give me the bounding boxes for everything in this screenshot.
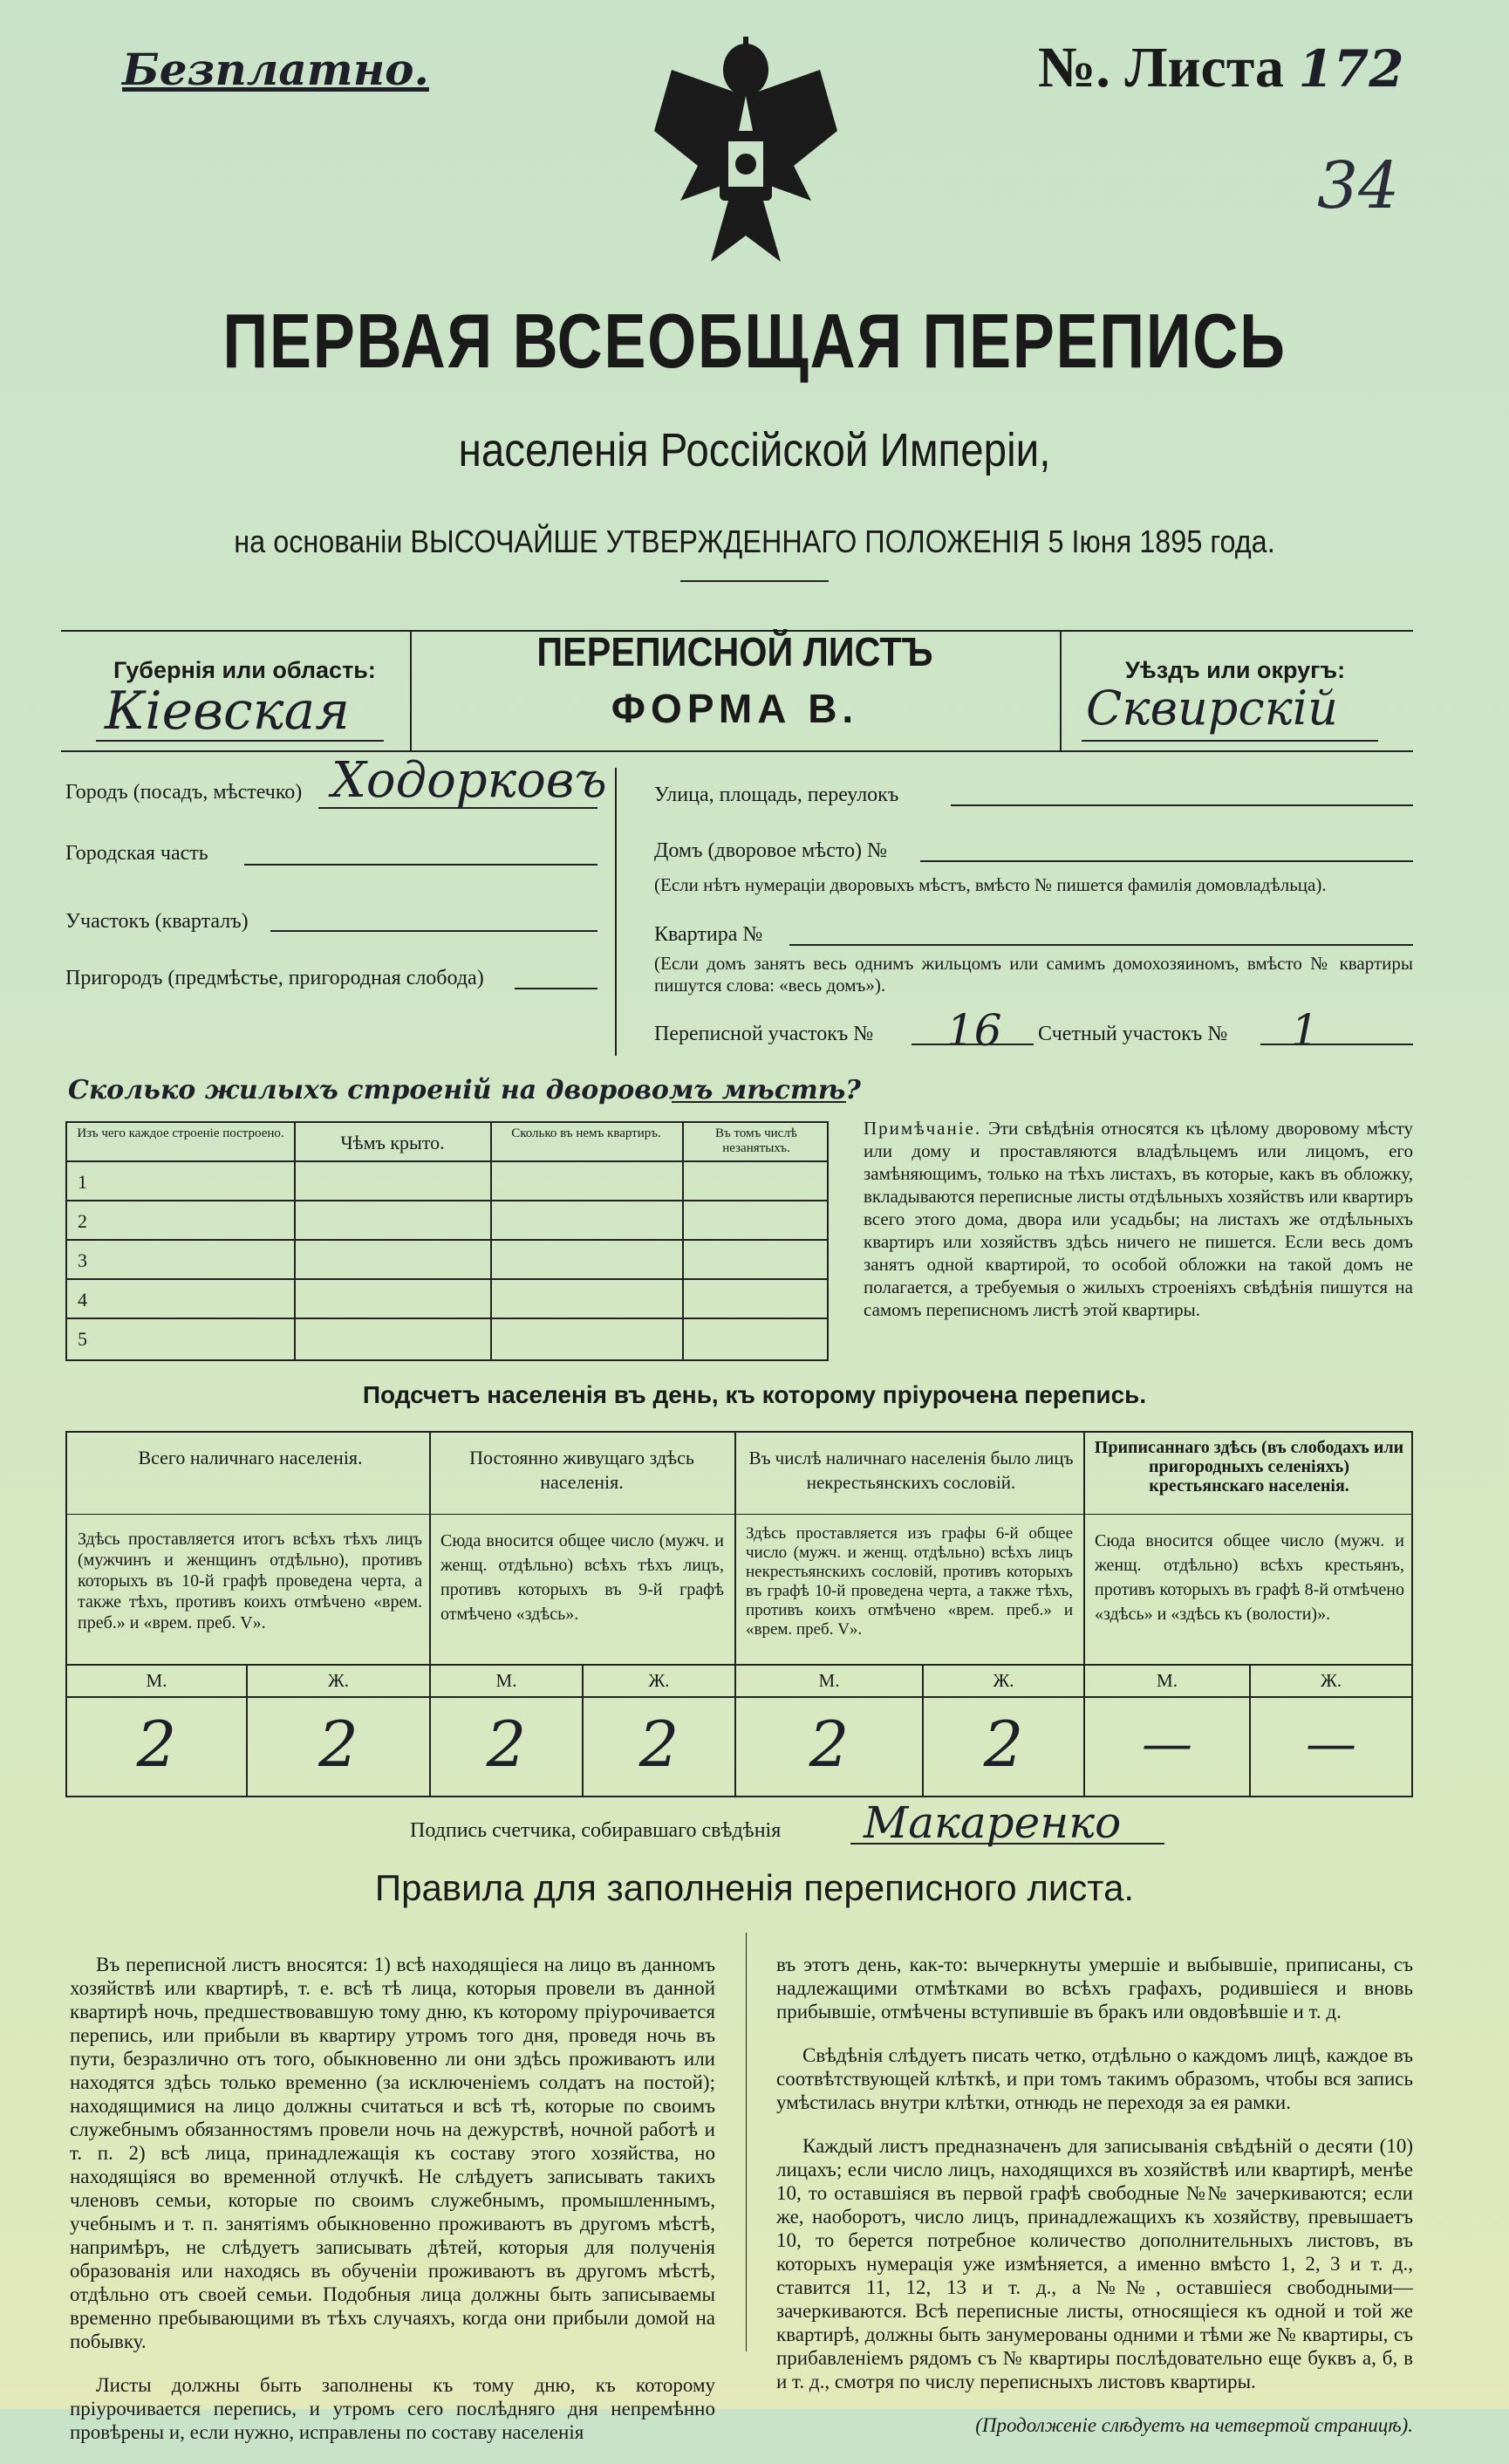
gubernia-value: Кіевская — [105, 681, 350, 742]
form-divider-right — [1060, 630, 1062, 752]
signature-value: Макаренко — [864, 1797, 1122, 1848]
count-col4-m-label: М. — [1157, 1670, 1178, 1691]
count-col1-head: Всего наличнаго населенія. — [138, 1447, 363, 1468]
district-underline — [270, 930, 597, 932]
count-col2-m-label: М. — [495, 1670, 517, 1691]
count-area-value: 1 — [1291, 1005, 1319, 1056]
count-col3-m-label: М. — [818, 1670, 840, 1691]
sheet-number-value: 172 — [1298, 39, 1404, 99]
buildings-row-3: 3 — [78, 1249, 87, 1271]
buildings-row-2: 2 — [78, 1210, 87, 1232]
gubernia-underline — [96, 740, 384, 742]
suburb-label: Пригородъ (предмѣстье, пригородная слобода) — [65, 967, 484, 989]
count-col1-body: Здѣсь проставляется итогъ всѣхъ тѣхъ лицъ (мужчинъ и женщинъ отдѣльно), противъ которыхъ въ 10-й графѣ проведена черта, а также тѣхъ, противъ коихъ отмѣчено «врем. преб.» и «врем. преб. V». — [78, 1530, 422, 1632]
free-label: Безплатно. — [122, 44, 429, 95]
count-area-underline — [1260, 1044, 1413, 1045]
sheet-number-label: №. Листа — [1038, 36, 1285, 99]
note-title: Примѣчаніе. — [864, 1118, 982, 1139]
note-text: Эти свѣдѣнія относятся къ цѣлому дворовому мѣсту или дому и проставляются владѣльцемъ или лицомъ, его замѣняющимъ, только на тѣхъ листахъ, въ которые, какъ въ обложку, вкладываются переписные листы отдѣльныхъ хозяйствъ или квартиръ всего этого дома, двора или усадьбы; на листахъ же отдѣльныхъ квартиръ или хозяйствъ здѣсь ничего не пишется. Если весь домъ занятъ одной квартирой, то особой обложки на такой домъ не полагается, а требуемыя о жилыхъ строеніяхъ свѣдѣнія пишутся на самомъ переписномъ листѣ этой квартиры. — [864, 1118, 1413, 1320]
buildings-header-material: Изъ чего каждое строеніе построено. — [77, 1126, 284, 1140]
apartment-underline — [789, 944, 1413, 946]
count-title: Подсчетъ населенія въ день, къ которому пріурочена перепись. — [362, 1381, 1147, 1408]
apartment-note: (Если домъ занятъ весь однимъ жильцомъ или самимъ домохозяиномъ, вмѣсто № квартиры пишутся слова: «весь домъ»). — [654, 953, 1413, 996]
census-area-value: 16 — [946, 1005, 1002, 1056]
count-col4-head: Приписаннаго здѣсь (въ слободахъ или пригородныхъ селеніяхъ) крестьянскаго населенія. — [1094, 1438, 1404, 1496]
count-col4-f-label: Ж. — [1320, 1670, 1342, 1691]
apartment-label: Квартира № — [654, 923, 763, 946]
buildings-question: Сколько жилыхъ строеній на дворовомъ мѣстѣ? — [68, 1075, 861, 1105]
census-area-label: Переписной участокъ № — [654, 1023, 874, 1045]
count-col4-body: Сюда вносится общее число (мужч. и женщ. отдѣльно) всѣхъ крестьянъ, противъ которыхъ въ графѣ 8-й отмѣчено «здѣсь» и «здѣсь къ (волости)». — [1095, 1531, 1404, 1624]
population-count-table — [65, 1431, 1413, 1797]
buildings-question-underline — [672, 1101, 846, 1103]
buildings-note — [864, 1117, 1413, 1321]
rules-left-para-1: Въ переписной листъ вносятся: 1) всѣ находящіеся на лицо въ данномъ хозяйствѣ или квартирѣ, т. е. всѣ тѣ лица, которыя провели въ данной квартирѣ ночь, предшествовавшую тому дню, къ которому пріурочивается перепись, или прибыли въ квартиру утромъ того дня, проведя ночь въ пути, безразлично отъ того, обыкновенно ли они здѣсь проживаютъ или находятся здѣсь только временно (за исключеніемъ солдатъ на постой); находящимися на лицо должны считаться и всѣ тѣ, которые по своимъ служебнымъ обязанностямъ провели ночь на дежурствѣ, ночной работѣ и т. п. 2) всѣ лица, принадлежащія къ составу этого хозяйства, но находящіяся во временной отлучкѣ. Не слѣдуетъ записывать такихъ членовъ семьи, которые по своимъ служебнымъ, промышленнымъ, учебнымъ и т. п. занятіямъ обыкновенно проживаютъ въ другомъ мѣстѣ, напримѣръ, не слѣдуетъ записывать дѣтей, которыя для полученія образованія или находясь въ обученіи проживаютъ въ другомъ мѣстѣ, отдѣльно отъ своей семьи. Подобныя лица должны быть записываемы временно пребывающими въ тѣхъ случаяхъ, когда они прибыли домой на побывку. — [70, 1954, 715, 2352]
census-basis: на основаніи ВЫСОЧАЙШЕ УТВЕРЖДЕННАГО ПОЛОЖЕНІЯ 5 Іюня 1895 года. — [234, 524, 1275, 559]
rules-title: Правила для заполненія переписного листа. — [374, 1867, 1135, 1908]
rules-right-para-1: въ этотъ день, как-то: вычеркнуты умершіе и выбывшіе, приписаны, съ надлежащими отмѣтками во всѣхъ графахъ, родившіеся и вновь прибывшіе, отмѣчены вступившіе въ бракъ или овдовѣвшіе и т. д. — [776, 1954, 1413, 2023]
rules-left-para-2: Листы должны быть заполнены къ тому дню, къ которому пріурочивается перепись, и утромъ сего послѣдняго дня непремѣнно провѣрены и, если нужно, исправлены по составу населенія — [70, 2374, 715, 2443]
count-col3-f-value: 2 — [983, 1708, 1024, 1781]
street-underline — [951, 804, 1413, 806]
count-col1-m-label: М. — [146, 1670, 167, 1691]
buildings-row-4: 4 — [78, 1289, 87, 1311]
signature-label: Подпись счетчика, собиравшаго свѣдѣнія — [410, 1819, 782, 1842]
corner-mark: 34 — [1317, 148, 1400, 223]
buildings-table — [65, 1121, 829, 1361]
district-label: Участокъ (кварталъ) — [65, 910, 249, 933]
count-col2-m-value: 2 — [486, 1708, 527, 1781]
census-title: ПЕРВАЯ ВСЕОБЩАЯ ПЕРЕПИСЬ — [222, 298, 1287, 384]
sheet-number — [1038, 35, 1404, 101]
form-name: ПЕРЕПИСНОЙ ЛИСТЪ — [536, 629, 933, 674]
rules-right-para-3: Каждый листъ предназначенъ для записыванія свѣдѣній о десяти (10) лицахъ; если число лицъ, находящихся въ хозяйствѣ или квартирѣ, менѣе 10, то оставшіяся въ первой графѣ свободные №№ зачеркиваются; если же, наоборотъ, число лицъ, принадлежащихъ къ хозяйству, превышаетъ 10, то берется потребное количество дополнительныхъ листовъ, въ которыхъ нумерація уже измѣняется, а именно вмѣсто 1, 2, 3 и т. д., ставится 11, 12, 13 и т. д., а №№, оставшіеся свободными—зачеркиваются. Всѣ переписные листы, относящіеся къ одной и той же квартирѣ, должны быть занумерованы одними и тѣми же № квартиры, съ прибавленіемъ рядомъ съ № квартиры послѣдовательно еще буквъ а, б, в и т. д., смотря по числу переписныхъ листовъ квартиры. — [776, 2135, 1413, 2392]
city-underline — [318, 807, 597, 809]
house-underline — [920, 860, 1413, 862]
signature-underline — [850, 1843, 1164, 1845]
form-type: ФОРМА В. — [611, 686, 859, 731]
address-divider — [615, 768, 617, 1056]
rules-right-para-2: Свѣдѣнія слѣдуетъ писать четко, отдѣльно о каждомъ лицѣ, каждое въ соотвѣтствующей клѣткѣ, и при томъ такимъ образомъ, чтобы вся запись умѣстилась внутри клѣтки, отнюдь не переходя за ея рамки. — [776, 2044, 1413, 2113]
uezd-underline — [1082, 740, 1378, 742]
count-col2-f-value: 2 — [638, 1708, 679, 1781]
buildings-header-vacant: Въ томъ числѣ незанятыхъ. — [715, 1126, 797, 1155]
rules-right-column — [776, 1933, 1413, 2457]
city-value: Ходорковъ — [331, 752, 607, 809]
house-label: Домъ (дворовое мѣсто) № — [654, 839, 887, 862]
gubernia-label: Губернія или область: — [113, 657, 376, 683]
buildings-row-1: 1 — [78, 1171, 87, 1193]
count-col4-f-value: — — [1306, 1714, 1356, 1773]
uezd-label: Уѣздъ или округъ: — [1125, 657, 1346, 683]
buildings-header-apartments: Сколько въ немъ квартиръ. — [511, 1126, 661, 1140]
rules-continued: (Продолженіе слѣдуетъ на четвертой страницѣ). — [975, 2414, 1413, 2436]
count-area-label: Счетный участокъ № — [1038, 1023, 1228, 1045]
rules-left-column — [70, 1933, 715, 2464]
title-divider — [680, 580, 829, 582]
imperial-eagle-emblem — [645, 35, 846, 279]
street-label: Улица, площадь, переулокъ — [654, 784, 899, 806]
count-col3-f-label: Ж. — [993, 1670, 1014, 1691]
census-subtitle: населенія Россійской Имперіи, — [458, 424, 1051, 476]
count-col4-m-value: — — [1142, 1714, 1192, 1773]
census-area-underline — [912, 1044, 1034, 1045]
house-note: (Если нѣтъ нумераціи дворовыхъ мѣстъ, вмѣсто № пишется фамилія домовладѣльца). — [654, 874, 1327, 895]
count-col1-m-value: 2 — [136, 1708, 177, 1781]
count-col1-f-value: 2 — [318, 1708, 358, 1781]
city-part-underline — [244, 864, 597, 866]
count-col2-f-label: Ж. — [648, 1670, 670, 1691]
city-label: Городъ (посадъ, мѣстечко) — [65, 781, 303, 804]
count-col2-body: Сюда вносится общее число (мужч. и женщ. отдѣльно) всѣхъ тѣхъ лицъ, противъ которыхъ въ 9-й графѣ отмѣчено «здѣсь». — [440, 1531, 724, 1624]
count-col1-f-label: Ж. — [327, 1670, 350, 1691]
count-col3-head: Въ числѣ наличнаго населенія было лицъ некрестьянскихъ сословій. — [748, 1448, 1074, 1493]
count-col3-body: Здѣсь проставляется изъ графы 6-й общее число (мужч. и женщ. отдѣльно) всѣхъ лицъ некрестьянскихъ сословій, противъ которыхъ въ графѣ 10-й проведена черта, а также тѣхъ, противъ коихъ отмѣчено «врем. преб.» и «врем. преб. V». — [746, 1524, 1073, 1639]
buildings-header-roof: Чѣмъ крыто. — [340, 1132, 445, 1153]
suburb-underline — [515, 988, 597, 989]
count-col2-head: Постоянно живущаго здѣсь населенія. — [469, 1447, 694, 1493]
uezd-value: Сквирскій — [1086, 681, 1338, 736]
form-bottom-rule — [61, 750, 1413, 752]
count-col3-m-value: 2 — [809, 1708, 850, 1781]
city-part-label: Городская часть — [65, 842, 208, 865]
rules-column-divider — [746, 1933, 747, 2351]
buildings-row-5: 5 — [78, 1328, 87, 1350]
